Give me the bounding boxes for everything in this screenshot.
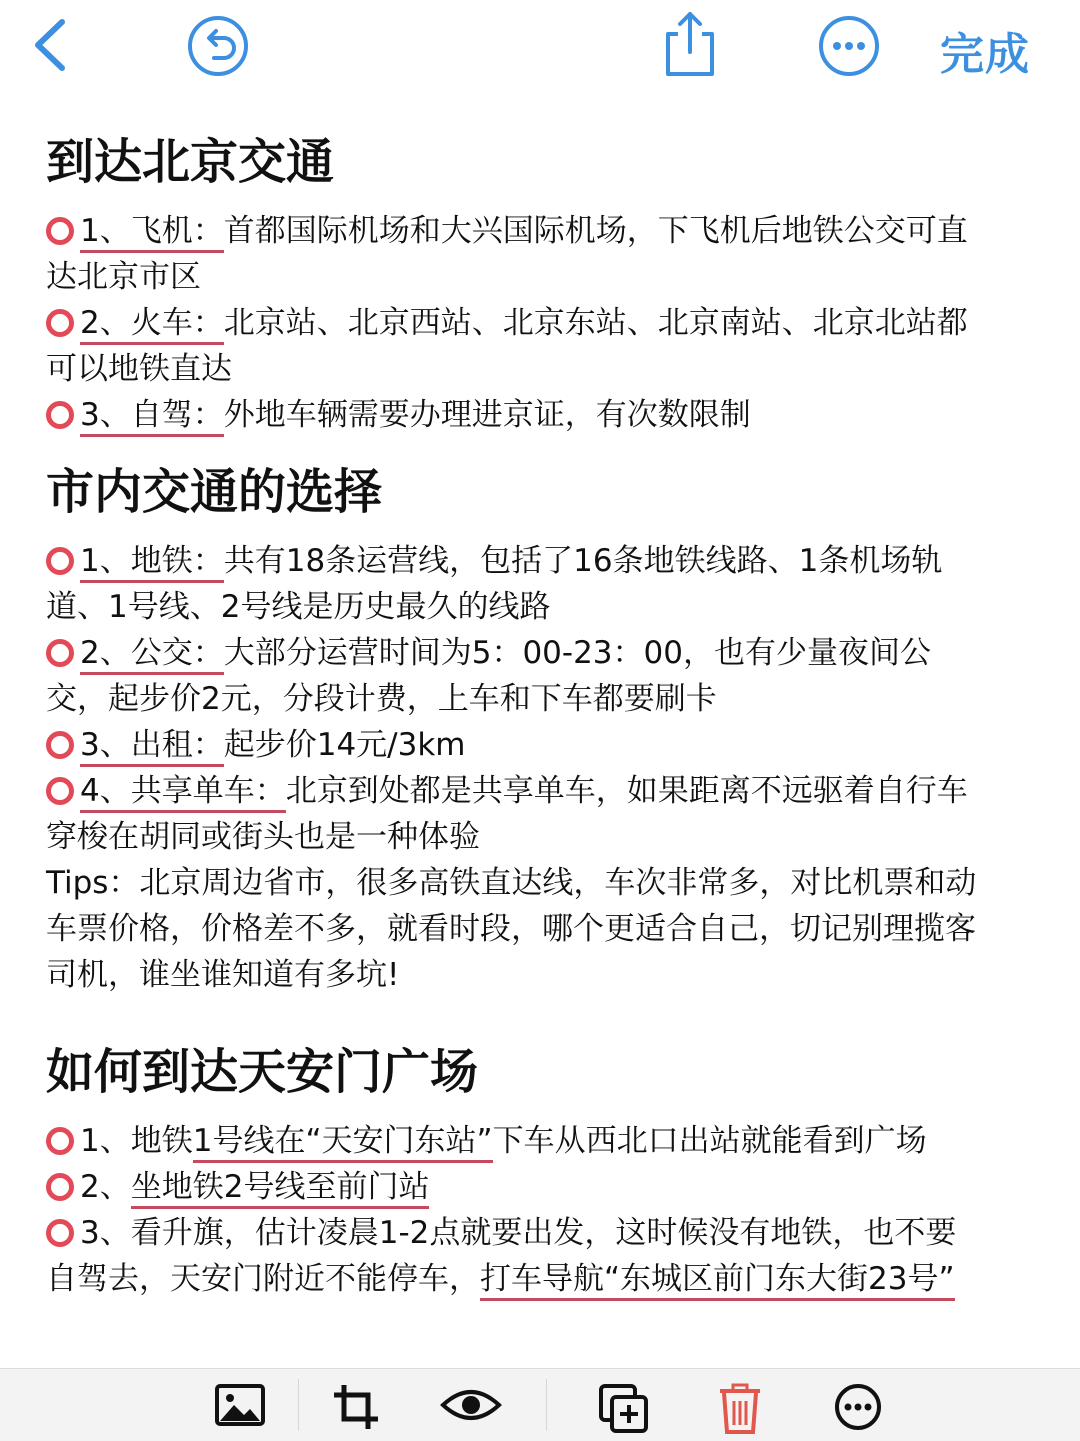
list-item (46, 392, 1046, 438)
list-item (46, 768, 1046, 814)
image-icon (214, 1383, 266, 1427)
list-item-continuation: 交，起步价2元，分段计费，上车和下车都要刷卡 (46, 681, 717, 717)
more-button[interactable] (817, 14, 881, 78)
list-item (46, 722, 1046, 768)
item-label: 1、飞机： (80, 213, 224, 253)
item-text: 自驾去，天安门附近不能停车， (46, 1261, 480, 1297)
section-tiananmen (46, 1118, 1046, 1302)
top-nav-bar (0, 0, 1080, 100)
trash-icon (718, 1383, 762, 1435)
list-item (46, 300, 1046, 346)
section-title: 到达北京交通 (46, 134, 335, 190)
eye-button[interactable] (440, 1383, 502, 1431)
red-circle-icon (46, 777, 74, 805)
tips-line: 司机，谁坐谁知道有多坑! (46, 957, 400, 993)
red-circle-icon (46, 547, 74, 575)
red-circle-icon (46, 309, 74, 337)
red-circle-icon (46, 1173, 74, 1201)
item-label: 3、出租： (80, 727, 224, 767)
back-button[interactable] (28, 16, 72, 74)
list-item (46, 208, 1046, 254)
list-item (46, 538, 1046, 584)
section-arrival (46, 208, 1046, 438)
list-item (46, 630, 1046, 676)
item-text: 首都国际机场和大兴国际机场，下飞机后地铁公交可直 (223, 213, 968, 249)
toolbar-divider (546, 1379, 547, 1431)
red-circle-icon (46, 1219, 74, 1247)
item-text: 下车从西北口出站就能看到广场 (492, 1123, 927, 1159)
bottom-toolbar (0, 1368, 1080, 1441)
item-label: 3、自驾： (80, 397, 224, 437)
back-icon (30, 16, 70, 74)
item-text: 北京站、北京西站、北京东站、北京南站、北京北站都 (223, 305, 968, 341)
item-text: 起步价14元/3km (223, 727, 466, 763)
duplicate-icon (598, 1383, 650, 1435)
eye-icon (440, 1383, 502, 1427)
crop-button[interactable] (332, 1383, 380, 1435)
underlined-text: 1号线在“天安门东站” (193, 1123, 493, 1163)
item-label: 4、共享单车： (80, 773, 286, 813)
item-text: 3、看升旗，估计凌晨1-2点就要出发，这时候没有地铁，也不要 (80, 1215, 957, 1251)
delete-button[interactable] (718, 1383, 762, 1439)
red-circle-icon (46, 1127, 74, 1155)
toolbar-divider (298, 1379, 299, 1431)
item-text: 北京到处都是共享单车，如果距离不远驱着自行车 (285, 773, 968, 809)
item-text: 1、地铁 (80, 1123, 193, 1159)
share-icon (660, 8, 720, 78)
list-item (46, 1210, 1046, 1256)
item-label: 2、公交： (80, 635, 224, 675)
list-item-continuation: 穿梭在胡同或街头也是一种体验 (46, 819, 480, 855)
undo-icon (186, 14, 250, 78)
red-circle-icon (46, 639, 74, 667)
undo-button[interactable] (186, 14, 250, 78)
list-item-continuation: 可以地铁直达 (46, 351, 232, 387)
more-icon (817, 14, 881, 78)
underlined-text: 坐地铁2号线至前门站 (131, 1169, 430, 1209)
section-city-transport (46, 538, 1046, 998)
section-title: 如何到达天安门广场 (46, 1044, 479, 1100)
red-circle-icon (46, 217, 74, 245)
crop-icon (332, 1383, 380, 1431)
item-label: 2、火车： (80, 305, 224, 345)
done-button[interactable]: 完成 (940, 29, 1030, 80)
duplicate-button[interactable] (598, 1383, 650, 1439)
red-circle-icon (46, 401, 74, 429)
item-label: 1、地铁： (80, 543, 224, 583)
list-item (46, 1118, 1046, 1164)
share-button[interactable] (660, 8, 720, 78)
note-content (46, 130, 1046, 1302)
more-icon (834, 1383, 882, 1431)
list-item-continuation: 达北京市区 (46, 259, 201, 295)
list-item-continuation (46, 1256, 1046, 1302)
item-text: 共有18条运营线，包括了16条地铁线路、1条机场轨 (223, 543, 943, 579)
list-item (46, 1164, 1046, 1210)
section-title: 市内交通的选择 (46, 464, 383, 520)
more-options-button[interactable] (834, 1383, 882, 1435)
red-circle-icon (46, 731, 74, 759)
underlined-text: 打车导航“东城区前门东大街23号” (480, 1261, 955, 1301)
item-text: 2、 (80, 1169, 131, 1205)
image-button[interactable] (214, 1383, 266, 1431)
item-text: 外地车辆需要办理进京证，有次数限制 (223, 397, 751, 433)
tips-line: Tips：北京周边省市，很多高铁直达线，车次非常多，对比机票和动 (46, 865, 977, 901)
list-item-continuation: 道、1号线、2号线是历史最久的线路 (46, 589, 551, 625)
item-text: 大部分运营时间为5：00-23：00，也有少量夜间公 (223, 635, 931, 671)
tips-line: 车票价格，价格差不多，就看时段，哪个更适合自己，切记别理揽客 (46, 911, 976, 947)
